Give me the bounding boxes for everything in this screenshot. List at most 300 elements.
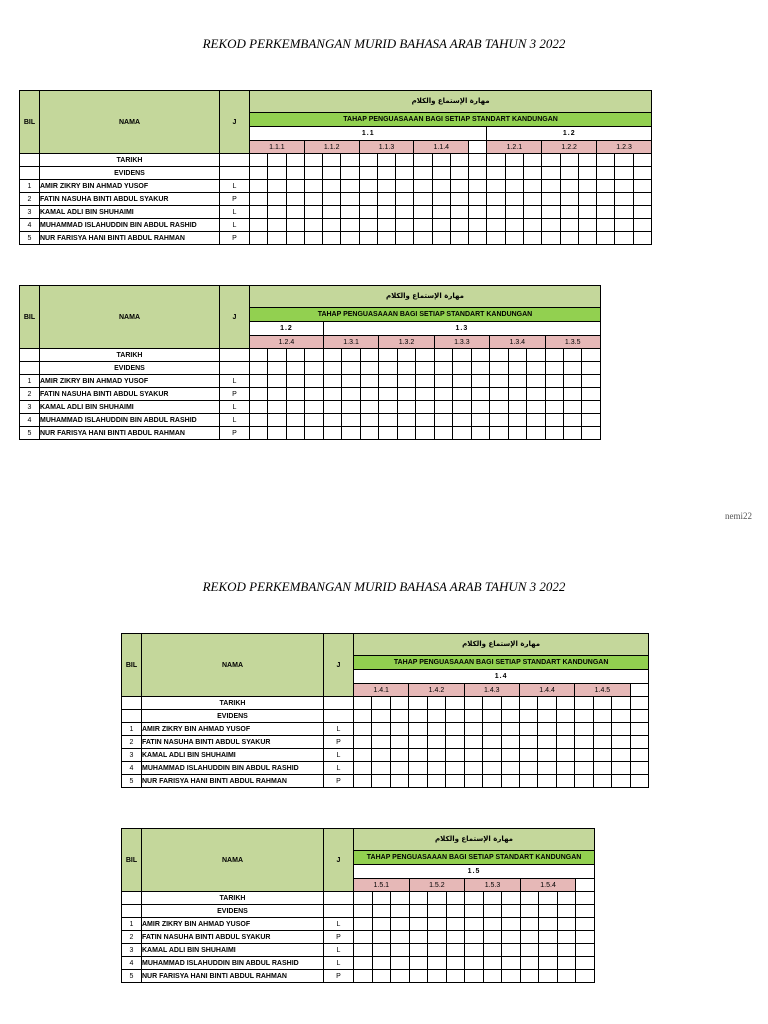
grid-cell xyxy=(391,892,410,905)
grid-cell xyxy=(597,154,615,167)
grid-cell xyxy=(538,749,556,762)
student-row xyxy=(122,749,649,762)
jantina-header: J xyxy=(324,634,354,697)
student-row xyxy=(20,427,601,440)
grid-cell xyxy=(432,154,450,167)
student-row xyxy=(20,206,652,219)
grid-cell xyxy=(612,775,630,788)
grid-cell xyxy=(354,918,373,931)
grid-cell xyxy=(508,427,526,440)
grid-cell xyxy=(372,775,390,788)
grid-cell xyxy=(490,427,508,440)
grid-cell xyxy=(268,154,286,167)
grid-cell xyxy=(597,232,615,245)
grid-cell xyxy=(397,349,415,362)
grid-cell xyxy=(250,388,268,401)
student-gender: L xyxy=(220,180,250,193)
standard-label: 1.2 xyxy=(487,127,652,141)
grid-cell xyxy=(323,388,341,401)
grid-cell xyxy=(446,931,465,944)
tarikh-blank xyxy=(122,892,142,905)
grid-cell xyxy=(490,362,508,375)
student-name: FATIN NASUHA BINTI ABDUL SYAKUR xyxy=(40,193,220,206)
substandard-label: 1.1.2 xyxy=(304,141,359,154)
grid-cell xyxy=(409,710,427,723)
grid-cell xyxy=(428,970,447,983)
tarikh-j-blank xyxy=(220,154,250,167)
grid-cell xyxy=(377,232,395,245)
grid-cell xyxy=(305,349,323,362)
substandard-label: 1.3.3 xyxy=(434,336,489,349)
student-row xyxy=(122,918,595,931)
grid-cell xyxy=(523,219,541,232)
grid-cell xyxy=(391,970,410,983)
grid-cell xyxy=(557,944,576,957)
substandard-label: 1.1.1 xyxy=(250,141,305,154)
grid-cell xyxy=(304,206,322,219)
grid-cell xyxy=(390,762,408,775)
grid-cell xyxy=(501,736,519,749)
grid-cell xyxy=(465,957,484,970)
substandard-label: 1.2.4 xyxy=(250,336,324,349)
student-gender: L xyxy=(220,219,250,232)
grid-cell xyxy=(450,206,468,219)
grid-cell xyxy=(556,762,574,775)
grid-cell xyxy=(416,349,434,362)
grid-cell xyxy=(593,710,611,723)
grid-cell xyxy=(483,892,502,905)
standard-label: 1.1 xyxy=(250,127,487,141)
student-row xyxy=(20,388,601,401)
nama-header: NAMA xyxy=(40,91,220,154)
grid-cell xyxy=(409,775,427,788)
grid-cell xyxy=(523,206,541,219)
grid-cell xyxy=(432,232,450,245)
grid-cell xyxy=(490,414,508,427)
grid-cell xyxy=(414,232,432,245)
grid-cell xyxy=(434,388,452,401)
grid-cell xyxy=(539,931,558,944)
grid-cell xyxy=(372,931,391,944)
student-name: MUHAMMAD ISLAHUDDIN BIN ABDUL RASHID xyxy=(40,219,220,232)
grid-cell xyxy=(427,723,445,736)
substandard-label: 1.3.5 xyxy=(545,336,600,349)
grid-cell xyxy=(360,401,378,414)
grid-cell xyxy=(341,167,359,180)
grid-cell xyxy=(414,193,432,206)
grid-cell xyxy=(593,775,611,788)
grid-cell xyxy=(250,206,268,219)
grid-cell xyxy=(520,944,539,957)
grid-cell xyxy=(563,349,581,362)
grid-cell xyxy=(633,232,652,245)
grid-cell xyxy=(427,736,445,749)
substandard-label xyxy=(576,879,595,892)
grid-cell xyxy=(323,167,341,180)
student-row xyxy=(20,414,601,427)
student-row xyxy=(122,723,649,736)
grid-cell xyxy=(323,375,341,388)
grid-cell xyxy=(545,401,563,414)
grid-cell xyxy=(490,375,508,388)
grid-cell xyxy=(556,775,574,788)
grid-cell xyxy=(354,710,372,723)
student-number: 1 xyxy=(20,180,40,193)
grid-cell xyxy=(359,219,377,232)
grid-cell xyxy=(409,931,428,944)
grid-cell xyxy=(539,970,558,983)
grid-cell xyxy=(323,362,341,375)
student-row xyxy=(20,232,652,245)
grid-cell xyxy=(286,180,304,193)
grid-cell xyxy=(323,427,341,440)
grid-cell xyxy=(341,180,359,193)
student-number: 5 xyxy=(20,427,40,440)
grid-cell xyxy=(268,206,286,219)
grid-cell xyxy=(379,414,397,427)
grid-cell xyxy=(527,375,545,388)
grid-cell xyxy=(379,349,397,362)
student-name: MUHAMMAD ISLAHUDDIN BIN ABDUL RASHID xyxy=(40,414,220,427)
evidens-j-blank xyxy=(324,905,354,918)
grid-cell xyxy=(597,193,615,206)
substandard-label: 1.2.3 xyxy=(597,141,652,154)
grid-cell xyxy=(390,775,408,788)
grid-cell xyxy=(464,775,482,788)
header-row-skill xyxy=(122,829,595,851)
grid-cell xyxy=(342,375,360,388)
grid-cell xyxy=(575,723,593,736)
grid-cell xyxy=(469,219,487,232)
grid-cell xyxy=(575,736,593,749)
grid-cell xyxy=(409,944,428,957)
grid-cell xyxy=(305,401,323,414)
grid-cell xyxy=(615,167,633,180)
grid-cell xyxy=(354,697,372,710)
bil-header: BIL xyxy=(122,829,142,892)
grid-cell xyxy=(341,219,359,232)
grid-cell xyxy=(557,931,576,944)
grid-cell xyxy=(360,375,378,388)
grid-cell xyxy=(465,918,484,931)
grid-cell xyxy=(397,414,415,427)
student-name: NUR FARISYA HANI BINTI ABDUL RAHMAN xyxy=(40,232,220,245)
grid-cell xyxy=(286,401,304,414)
grid-cell xyxy=(597,167,615,180)
grid-cell xyxy=(390,749,408,762)
grid-cell xyxy=(539,892,558,905)
substandard-label: 1.5.3 xyxy=(465,879,521,892)
grid-cell xyxy=(409,957,428,970)
grid-cell xyxy=(379,375,397,388)
grid-cell xyxy=(519,762,537,775)
student-row xyxy=(20,193,652,206)
grid-cell xyxy=(446,944,465,957)
grid-cell xyxy=(615,180,633,193)
student-row xyxy=(122,736,649,749)
grid-cell xyxy=(446,970,465,983)
grid-cell xyxy=(527,427,545,440)
grid-cell xyxy=(469,154,487,167)
grid-cell xyxy=(519,736,537,749)
grid-cell xyxy=(416,427,434,440)
grid-cell xyxy=(471,349,489,362)
grid-cell xyxy=(483,775,501,788)
grid-cell xyxy=(305,388,323,401)
student-row xyxy=(122,944,595,957)
grid-cell xyxy=(342,414,360,427)
student-gender: P xyxy=(220,388,250,401)
standard-label: 1.2 xyxy=(250,322,324,336)
page-title-1: REKOD PERKEMBANGAN MURID BAHASA ARAB TAHUN 3 2022 xyxy=(202,36,566,51)
grid-cell xyxy=(527,414,545,427)
evidens-row xyxy=(20,167,652,180)
grid-cell xyxy=(414,206,432,219)
grid-cell xyxy=(502,905,521,918)
grid-cell xyxy=(563,388,581,401)
grid-cell xyxy=(582,349,600,362)
grid-cell xyxy=(539,905,558,918)
grid-cell xyxy=(409,736,427,749)
grid-cell xyxy=(342,388,360,401)
grid-cell xyxy=(377,193,395,206)
evidens-blank xyxy=(20,362,40,375)
tarikh-j-blank xyxy=(324,697,354,710)
grid-cell xyxy=(341,154,359,167)
grid-cell xyxy=(505,193,523,206)
grid-cell xyxy=(487,232,505,245)
grid-cell xyxy=(268,349,286,362)
grid-cell xyxy=(501,697,519,710)
grid-cell xyxy=(397,375,415,388)
grid-cell xyxy=(542,167,560,180)
tarikh-label: TARIKH xyxy=(40,349,220,362)
tarikh-row xyxy=(20,154,652,167)
tahap-banner: TAHAP PENGUASAAAN BAGI SETIAP STANDART KANDUNGAN xyxy=(250,113,652,127)
substandard-label xyxy=(469,141,487,154)
student-name: KAMAL ADLI BIN SHUHAIMI xyxy=(142,749,324,762)
grid-cell xyxy=(414,154,432,167)
grid-cell xyxy=(523,154,541,167)
substandard-label: 1.5.2 xyxy=(409,879,465,892)
grid-cell xyxy=(582,414,600,427)
grid-cell xyxy=(450,167,468,180)
grid-cell xyxy=(432,180,450,193)
grid-cell xyxy=(428,918,447,931)
grid-cell xyxy=(615,154,633,167)
grid-cell xyxy=(305,414,323,427)
grid-cell xyxy=(556,749,574,762)
student-gender: P xyxy=(220,232,250,245)
grid-cell xyxy=(372,697,390,710)
student-number: 2 xyxy=(122,931,142,944)
tarikh-label: TARIKH xyxy=(142,697,324,710)
grid-cell xyxy=(487,206,505,219)
substandard-label: 1.1.4 xyxy=(414,141,469,154)
grid-cell xyxy=(372,762,390,775)
grid-cell xyxy=(501,710,519,723)
grid-cell xyxy=(593,749,611,762)
substandard-label: 1.4.1 xyxy=(354,684,409,697)
substandard-label: 1.5.4 xyxy=(520,879,576,892)
student-row xyxy=(122,931,595,944)
student-name: FATIN NASUHA BINTI ABDUL SYAKUR xyxy=(142,931,324,944)
grid-cell xyxy=(372,749,390,762)
grid-cell xyxy=(630,736,649,749)
student-gender: P xyxy=(324,931,354,944)
grid-cell xyxy=(542,219,560,232)
grid-cell xyxy=(323,414,341,427)
grid-cell xyxy=(557,918,576,931)
page-title-2: REKOD PERKEMBANGAN MURID BAHASA ARAB TAHUN 3 2022 xyxy=(202,579,566,594)
grid-cell xyxy=(446,723,464,736)
grid-cell xyxy=(377,219,395,232)
grid-cell xyxy=(487,180,505,193)
grid-cell xyxy=(268,362,286,375)
tarikh-blank xyxy=(20,349,40,362)
grid-cell xyxy=(250,427,268,440)
grid-cell xyxy=(372,736,390,749)
grid-cell xyxy=(633,180,652,193)
grid-cell xyxy=(286,154,304,167)
grid-cell xyxy=(612,762,630,775)
tahap-banner: TAHAP PENGUASAAAN BAGI SETIAP STANDART KANDUNGAN xyxy=(354,851,595,865)
grid-cell xyxy=(582,401,600,414)
grid-cell xyxy=(323,349,341,362)
grid-cell xyxy=(342,427,360,440)
grid-cell xyxy=(250,375,268,388)
grid-cell xyxy=(576,970,595,983)
grid-cell xyxy=(409,762,427,775)
grid-cell xyxy=(428,905,447,918)
grid-cell xyxy=(520,957,539,970)
grid-cell xyxy=(612,736,630,749)
grid-cell xyxy=(390,697,408,710)
grid-cell xyxy=(286,362,304,375)
student-number: 3 xyxy=(122,749,142,762)
grid-cell xyxy=(416,362,434,375)
grid-cell xyxy=(508,401,526,414)
evidens-blank xyxy=(20,167,40,180)
grid-cell xyxy=(519,723,537,736)
grid-cell xyxy=(391,957,410,970)
grid-cell xyxy=(377,180,395,193)
student-row xyxy=(122,957,595,970)
skill-title-arabic: مهارة الإستماع والكلام xyxy=(354,634,649,656)
grid-cell xyxy=(434,349,452,362)
grid-cell xyxy=(432,206,450,219)
grid-cell xyxy=(508,375,526,388)
grid-cell xyxy=(464,697,482,710)
grid-cell xyxy=(523,232,541,245)
grid-cell xyxy=(545,362,563,375)
grid-cell xyxy=(523,180,541,193)
grid-cell xyxy=(505,180,523,193)
grid-cell xyxy=(464,723,482,736)
grid-cell xyxy=(464,736,482,749)
grid-cell xyxy=(612,749,630,762)
footer-mark: nemi22 xyxy=(725,511,752,521)
grid-cell xyxy=(354,905,373,918)
grid-cell xyxy=(360,427,378,440)
grid-cell xyxy=(446,710,464,723)
substandard-label: 1.5.1 xyxy=(354,879,410,892)
grid-cell xyxy=(379,362,397,375)
grid-cell xyxy=(396,167,414,180)
evidens-label: EVIDENS xyxy=(142,710,324,723)
student-gender: L xyxy=(324,723,354,736)
grid-cell xyxy=(446,957,465,970)
grid-cell xyxy=(379,401,397,414)
grid-cell xyxy=(304,154,322,167)
grid-cell xyxy=(446,905,465,918)
grid-cell xyxy=(341,193,359,206)
grid-cell xyxy=(250,180,268,193)
grid-cell xyxy=(360,349,378,362)
grid-cell xyxy=(453,427,471,440)
grid-cell xyxy=(434,427,452,440)
grid-cell xyxy=(453,375,471,388)
student-gender: L xyxy=(324,762,354,775)
grid-cell xyxy=(304,167,322,180)
grid-cell xyxy=(446,762,464,775)
grid-cell xyxy=(434,362,452,375)
grid-cell xyxy=(323,232,341,245)
student-number: 5 xyxy=(20,232,40,245)
tahap-banner: TAHAP PENGUASAAAN BAGI SETIAP STANDART KANDUNGAN xyxy=(250,308,601,322)
tarikh-label: TARIKH xyxy=(40,154,220,167)
grid-cell xyxy=(576,892,595,905)
standard-label: 1.3 xyxy=(323,322,600,336)
grid-cell xyxy=(391,905,410,918)
grid-cell xyxy=(359,193,377,206)
tahap-banner: TAHAP PENGUASAAAN BAGI SETIAP STANDART KANDUNGAN xyxy=(354,656,649,670)
student-name: KAMAL ADLI BIN SHUHAIMI xyxy=(40,206,220,219)
grid-cell xyxy=(286,167,304,180)
grid-cell xyxy=(520,918,539,931)
grid-cell xyxy=(582,388,600,401)
grid-cell xyxy=(372,944,391,957)
grid-cell xyxy=(542,180,560,193)
student-row xyxy=(122,762,649,775)
grid-cell xyxy=(519,697,537,710)
grid-cell xyxy=(575,697,593,710)
grid-cell xyxy=(527,362,545,375)
grid-cell xyxy=(483,905,502,918)
grid-cell xyxy=(372,892,391,905)
grid-cell xyxy=(268,180,286,193)
evidens-j-blank xyxy=(324,710,354,723)
grid-cell xyxy=(615,206,633,219)
student-number: 4 xyxy=(20,414,40,427)
tarikh-blank xyxy=(122,697,142,710)
grid-cell xyxy=(633,193,652,206)
grid-cell xyxy=(556,736,574,749)
grid-cell xyxy=(582,427,600,440)
nama-header: NAMA xyxy=(142,634,324,697)
jantina-header: J xyxy=(324,829,354,892)
grid-cell xyxy=(520,905,539,918)
grid-cell xyxy=(483,736,501,749)
grid-cell xyxy=(519,775,537,788)
grid-cell xyxy=(450,219,468,232)
grid-cell xyxy=(304,232,322,245)
grid-cell xyxy=(556,723,574,736)
grid-cell xyxy=(354,775,372,788)
grid-cell xyxy=(396,232,414,245)
student-number: 2 xyxy=(122,736,142,749)
bil-header: BIL xyxy=(20,286,40,349)
